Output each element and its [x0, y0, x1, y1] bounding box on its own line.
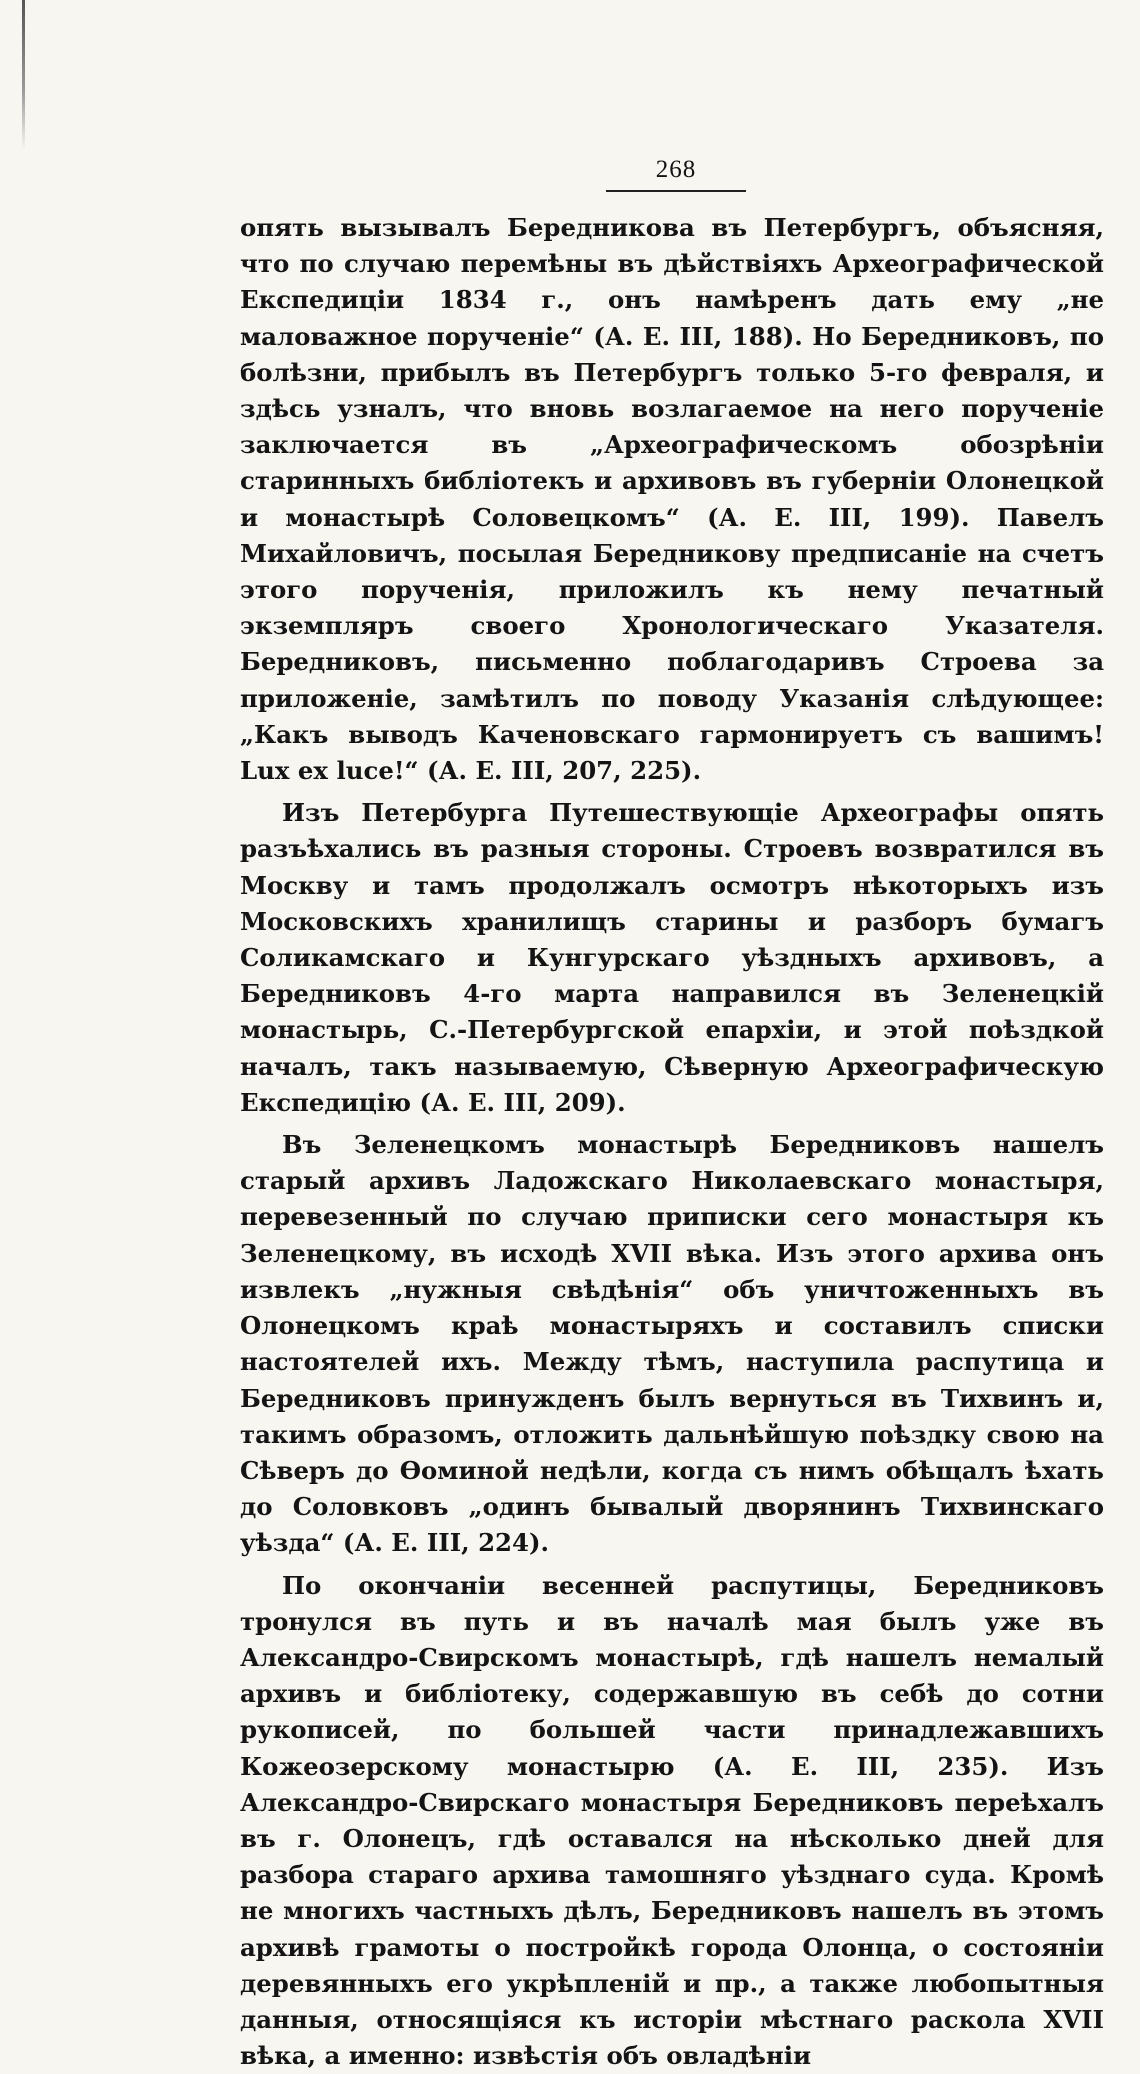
page-header	[606, 156, 746, 184]
body-text	[240, 210, 1104, 2074]
header-rule	[606, 190, 746, 192]
scan-edge-mark	[22, 0, 25, 150]
paragraph-3: Въ Зеленецкомъ монастырѣ Бередниковъ нашелъ старый архивъ Ладожскаго Николаевскаго монастыря, перевезенный по случаю приписки сего монастыря къ Зеленецкому, въ исходѣ XVII вѣка. Изъ этого архива онъ извлекъ „нужныя свѣдѣнія“ объ уничтоженныхъ въ Олонецкомъ краѣ монастыряхъ и составилъ списки настоятелей ихъ. Между тѣмъ, наступила распутица и Бередниковъ принужденъ былъ вернуться въ Тихвинъ и, такимъ образомъ, отложить дальнѣйшую поѣздку свою на Сѣверъ до Ѳоминой недѣли, когда съ нимъ обѣщалъ ѣхать до Соловковъ „одинъ бывалый дворянинъ Тихвинскаго уѣзда“ (А. Е. III, 224).	[240, 1130, 1104, 1558]
paragraph-1: опять вызывалъ Бередникова въ Петербургъ, объясняя, что по случаю перемѣны въ дѣйствіяхъ Археографической Експедиціи 1834 г., онъ намѣренъ дать ему „не маловажное порученіе“ (А. Е. III, 188). Но Бередниковъ, по болѣзни, прибылъ въ Петербургъ только 5-го февраля, и здѣсь узналъ, что вновь возлагаемое на него порученіе заключается въ „Археографическомъ обозрѣніи старинныхъ библіотекъ и архивовъ въ губерніи Олонецкой и монастырѣ Соловецкомъ“ (А. Е. III, 199). Павелъ Михайловичъ, посылая Бередникову предписаніе на счетъ этого порученія, приложилъ къ нему печатный экземпляръ своего Хронологическаго Указателя. Бередниковъ, письменно поблагодаривъ Строева за приложеніе, замѣтилъ по поводу Указанія слѣдующее: „Какъ выводъ Каченовскаго гармонируетъ съ вашимъ! Lux ex luce!“ (А. Е. III, 207, 225).	[240, 213, 1104, 786]
page-number: 268	[655, 156, 697, 183]
paragraph-2: Изъ Петербурга Путешествующіе Археографы опять разъѣхались въ разныя стороны. Строевъ возвратился въ Москву и тамъ продолжалъ осмотръ нѣкоторыхъ изъ Московскихъ хранилищъ старины и разборъ бумагъ Соликамскаго и Кунгурскаго уѣздныхъ архивовъ, а Бередниковъ 4-го марта направился въ Зеленецкій монастырь, С.-Петербургской епархіи, и этой поѣздкой началъ, такъ называемую, Сѣверную Археографическую Експедицію (А. Е. III, 209).	[240, 798, 1104, 1117]
paragraph-4: По окончаніи весенней распутицы, Бередниковъ тронулся въ путь и въ началѣ мая былъ уже въ Александро-Свирскомъ монастырѣ, гдѣ нашелъ немалый архивъ и библіотеку, содержавшую въ себѣ до сотни рукописей, по большей части принадлежавшихъ Кожеозерскому монастырю (А. Е. III, 235). Изъ Александро-Свирскаго монастыря Бередниковъ переѣхалъ въ г. Олонецъ, гдѣ оставался на нѣсколько дней для разбора стараго архива тамошняго уѣзднаго суда. Кромѣ не многихъ частныхъ дѣлъ, Бередниковъ нашелъ въ этомъ архивѣ грамоты о постройкѣ города Олонца, о состояніи деревянныхъ его укрѣпленій и пр., а также любопытныя данныя, относящіяся къ исторіи мѣстнаго раскола XVII вѣка, а именно: извѣстія объ овладѣніи	[240, 1570, 1104, 2071]
